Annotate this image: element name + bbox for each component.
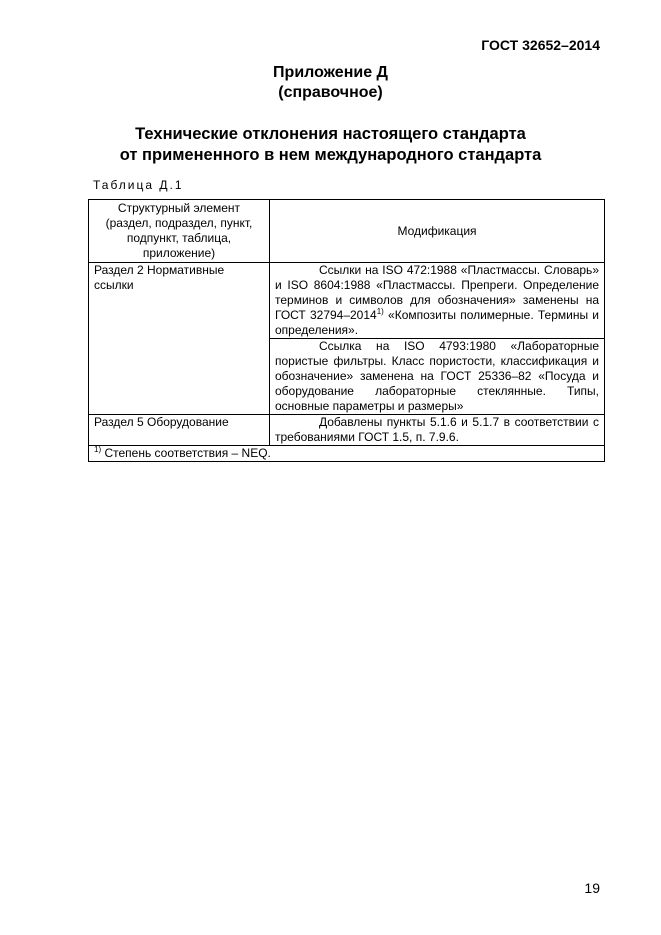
row-modification-iso-472-8604 — [270, 263, 605, 339]
table-row — [89, 415, 605, 446]
deviations-table — [88, 199, 605, 462]
table-footnote — [89, 446, 605, 462]
mod-text-part: Ссылки на ISO 472:1988 «Пластмассы. Словарь» и ISO 8604:1988 «Пластмассы. Препреги. Определение терминов и символов для обозначения» заменены на ГОСТ 32794–2014 — [275, 263, 599, 322]
footnote-marker: 1) — [94, 445, 102, 454]
row-modification-equipment: Добавлены пункты 5.1.6 и 5.1.7 в соответствии с требованиями ГОСТ 1.5, п. 7.9.6. — [270, 415, 605, 446]
mod-text-part: «Композиты полимерные. Термины и определения». — [275, 308, 599, 337]
annex-title: Приложение Д — [273, 64, 388, 81]
table-caption: Таблица Д.1 — [93, 178, 184, 192]
row-element-section-2: Раздел 2 Нормативные ссылки — [89, 263, 270, 415]
page-title-line-2: от примененного в нем международного стандарта — [119, 146, 542, 164]
page-number: 19 — [584, 880, 600, 896]
header-structural-element: Структурный элемент (раздел, подраздел, пункт, подпункт, таблица, приложение) — [89, 200, 270, 263]
page-title — [0, 124, 661, 166]
row-element-section-5: Раздел 5 Оборудование — [89, 415, 270, 446]
footnote-text: Степень соответствия – NEQ. — [101, 446, 271, 460]
annex-heading — [0, 63, 661, 103]
header-modification: Модификация — [270, 200, 605, 263]
document-code: ГОСТ 32652–2014 — [481, 37, 600, 53]
table-footnote-row — [89, 446, 605, 462]
table-row — [89, 263, 605, 339]
row-modification-iso-4793: Ссылка на ISO 4793:1980 «Лабораторные пористые фильтры. Класс пористости, классификация и обозначение» заменена на ГОСТ 25336–82 «Посуда и оборудование лабораторные стеклянные. Типы, основные параметры и размеры» — [270, 339, 605, 415]
page-title-line-1: Технические отклонения настоящего стандарта — [135, 125, 526, 143]
footnote-marker: 1) — [376, 307, 384, 316]
table-header-row — [89, 200, 605, 263]
annex-type: (справочное) — [278, 84, 383, 101]
